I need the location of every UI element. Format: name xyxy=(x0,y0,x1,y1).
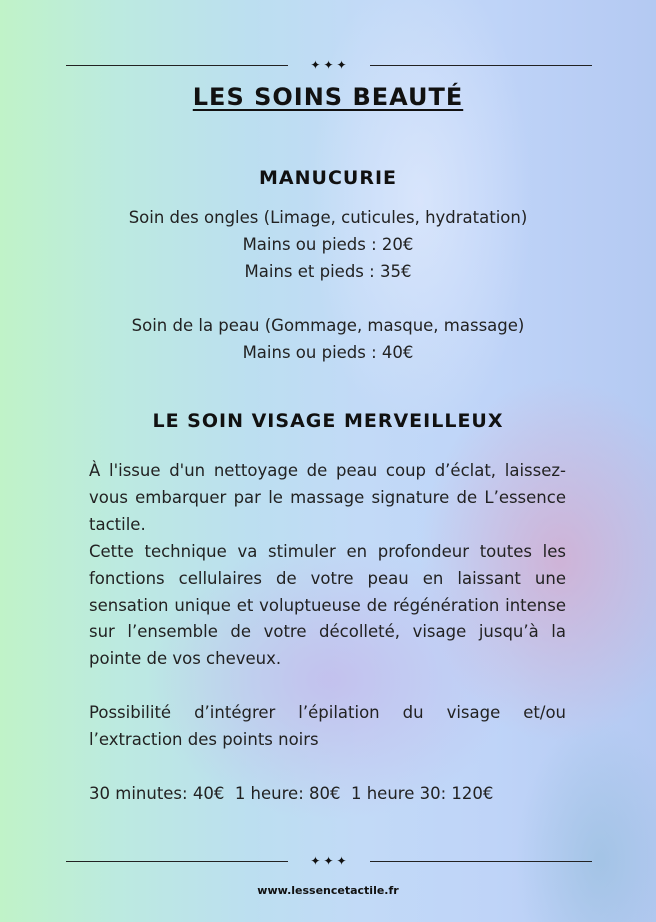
divider-line-left xyxy=(66,65,288,66)
visage-paragraph-2: Cette technique va stimuler en profondeur toutes les fonctions cellulaires de votre peau en laissant une sensation unique et voluptueuse de régénération intense sur l’ensemble de votre décolleté, visage jusqu’à la pointe de vos cheveux. xyxy=(89,542,566,669)
sparkle-icon: ✦✦✦ xyxy=(310,58,350,72)
visage-title: LE SOIN VISAGE MERVEILLEUX xyxy=(152,410,504,432)
peau-price: Mains ou pieds : 40€ xyxy=(242,343,414,362)
ongles-price-1: Mains ou pieds : 20€ xyxy=(242,235,414,254)
divider-line-left xyxy=(66,861,288,862)
visage-paragraph-1: À l'issue d'un nettoyage de peau coup d’éclat, laissez-vous embarquer par le massage signature de L’essence tactile. xyxy=(89,461,566,534)
top-divider xyxy=(66,58,592,72)
ongles-price-2: Mains et pieds : 35€ xyxy=(244,262,412,281)
manucurie-title: MANUCURIE xyxy=(259,167,397,189)
sparkle-icon: ✦✦✦ xyxy=(310,854,350,868)
bottom-divider xyxy=(66,854,592,868)
page-title: LES SOINS BEAUTÉ xyxy=(192,83,464,111)
website-link[interactable]: www.lessencetactile.fr xyxy=(257,884,399,897)
peau-description: Soin de la peau (Gommage, masque, massage) xyxy=(131,316,525,335)
divider-line-right xyxy=(370,65,592,66)
ongles-description: Soin des ongles (Limage, cuticules, hydratation) xyxy=(128,208,528,227)
visage-pricing: 30 minutes: 40€ 1 heure: 80€ 1 heure 30: 120€ xyxy=(89,784,494,803)
visage-paragraph-3: Possibilité d’intégrer l’épilation du visage et/ou l’extraction des points noirs xyxy=(89,703,566,749)
divider-line-right xyxy=(370,861,592,862)
